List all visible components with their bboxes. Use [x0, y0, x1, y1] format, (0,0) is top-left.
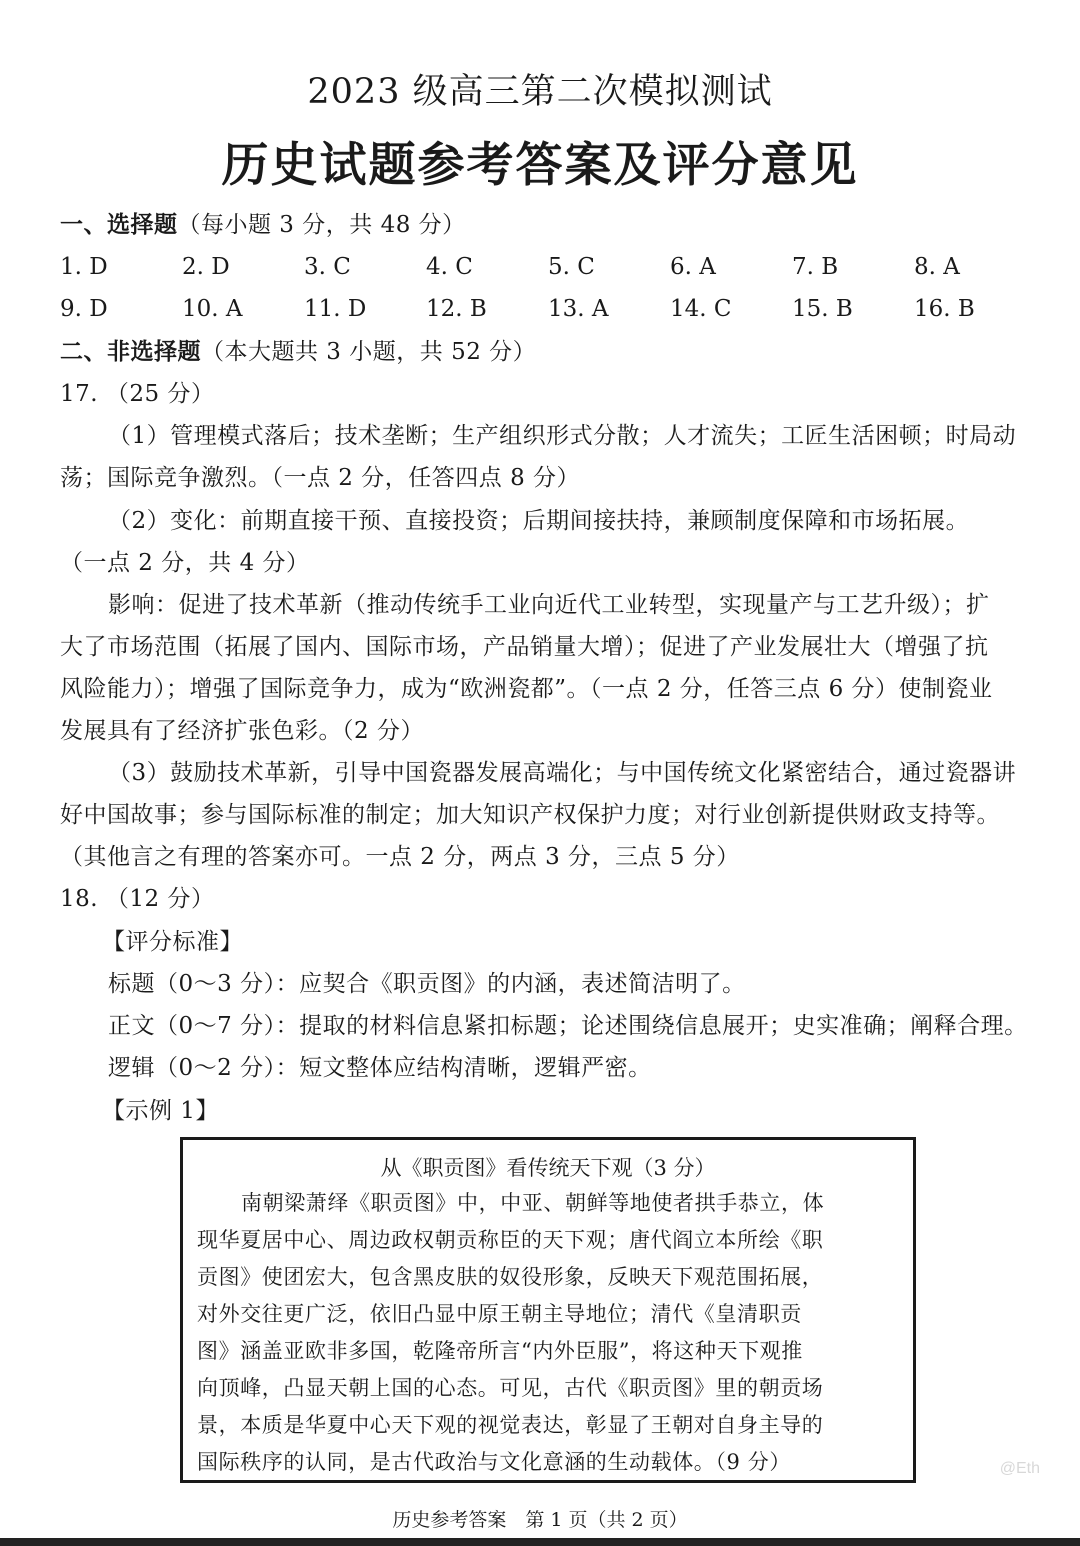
q17-line: （1）管理模式落后；技术垄断；生产组织形式分散；人才流失；工匠生活困顿；时局动	[108, 423, 1017, 449]
exam-subtitle: 2023 级高三第二次模拟测试	[307, 72, 773, 112]
answer-item: 8. A	[914, 254, 960, 280]
answer-item: 13. A	[548, 296, 609, 322]
example-line: 图》涵盖亚欧非多国，乾隆帝所言“内外臣服”，将这种天下观推	[197, 1339, 803, 1363]
example-line: 南朝梁萧绎《职贡图》中，中亚、朝鲜等地使者拱手恭立，体	[241, 1191, 825, 1215]
q17-line: （3）鼓励技术革新，引导中国瓷器发展高端化；与中国传统文化紧密结合，通过瓷器讲	[108, 760, 1017, 786]
q17-line: 大了市场范围（拓展了国内、国际市场，产品销量大增）；促进了产业发展壮大（增强了抗	[60, 634, 989, 660]
q17-line: （一点 2 分，共 4 分）	[60, 550, 310, 576]
page-title: 历史试题参考答案及评分意见	[221, 138, 859, 193]
answer-item: 2. D	[182, 254, 230, 280]
section2-heading: 二、非选择题	[60, 338, 201, 365]
example-line: 现华夏居中心、周边政权朝贡称臣的天下观；唐代阎立本所绘《职	[197, 1228, 824, 1252]
section1-heading: 一、选择题	[60, 211, 178, 238]
q17-line: （其他言之有理的答案亦可。一点 2 分，两点 3 分，三点 5 分）	[60, 844, 740, 870]
example-box	[180, 1137, 916, 1483]
q17-label: 17. （25 分）	[60, 381, 215, 407]
example-title: 从《职贡图》看传统天下观（3 分）	[380, 1156, 716, 1180]
answer-item: 11. D	[304, 296, 367, 322]
criteria-heading: 【评分标准】	[102, 929, 243, 955]
q17-line: 荡；国际竞争激烈。（一点 2 分，任答四点 8 分）	[60, 465, 581, 491]
answer-item: 1. D	[60, 254, 108, 280]
answer-item: 14. C	[670, 296, 732, 322]
example-line: 对外交往更广泛，依旧凸显中原王朝主导地位；清代《皇清职贡	[197, 1302, 802, 1326]
section2-header	[60, 337, 536, 367]
answer-item: 6. A	[670, 254, 716, 280]
example-heading: 【示例 1】	[102, 1098, 219, 1124]
section1-header	[60, 210, 466, 240]
q18-label: 18. （12 分）	[60, 886, 215, 912]
q17-line: 风险能力）；增强了国际竞争力，成为“欧洲瓷都”。（一点 2 分，任答三点 6 分）使制瓷业	[60, 676, 993, 702]
criteria-line: 标题（0～3 分）：应契合《职贡图》的内涵，表述简洁明了。	[108, 971, 746, 997]
answer-item: 15. B	[792, 296, 853, 322]
q17-line: 好中国故事；参与国际标准的制定；加大知识产权保护力度；对行业创新提供财政支持等。	[60, 802, 1000, 828]
answer-item: 7. B	[792, 254, 839, 280]
answer-item: 10. A	[182, 296, 243, 322]
section1-note: （每小题 3 分，共 48 分）	[177, 212, 466, 238]
criteria-line: 逻辑（0～2 分）：短文整体应结构清晰，逻辑严密。	[108, 1055, 652, 1081]
answer-item: 4. C	[426, 254, 473, 280]
section2-note: （本大题共 3 小题，共 52 分）	[201, 339, 537, 365]
q17-line: （2）变化：前期直接干预、直接投资；后期间接扶持，兼顾制度保障和市场拓展。	[108, 508, 970, 534]
example-line: 贡图》使团宏大，包含黑皮肤的奴役形象，反映天下观范围拓展，	[197, 1265, 824, 1289]
answer-item: 5. C	[548, 254, 595, 280]
example-line: 景，本质是华夏中心天下观的视觉表达，彰显了王朝对自身主导的	[197, 1413, 824, 1437]
page-footer: 历史参考答案 第 1 页（共 2 页）	[392, 1509, 688, 1531]
criteria-line: 正文（0～7 分）：提取的材料信息紧扣标题；论述围绕信息展开；史实准确；阐释合理。	[108, 1013, 1028, 1039]
example-line: 国际秩序的认同，是古代政治与文化意涵的生动载体。（9 分）	[197, 1450, 791, 1474]
q17-line: 发展具有了经济扩张色彩。（2 分）	[60, 718, 424, 744]
watermark: @Eth	[999, 1460, 1040, 1477]
bottom-edge	[0, 1538, 1080, 1546]
answer-item: 9. D	[60, 296, 108, 322]
example-line: 向顶峰，凸显天朝上国的心态。可见，古代《职贡图》里的朝贡场	[197, 1376, 824, 1400]
answer-item: 12. B	[426, 296, 487, 322]
q17-line: 影响：促进了技术革新（推动传统手工业向近代工业转型，实现量产与工艺升级）；扩	[108, 592, 990, 618]
answer-item: 3. C	[304, 254, 351, 280]
answer-item: 16. B	[914, 296, 975, 322]
